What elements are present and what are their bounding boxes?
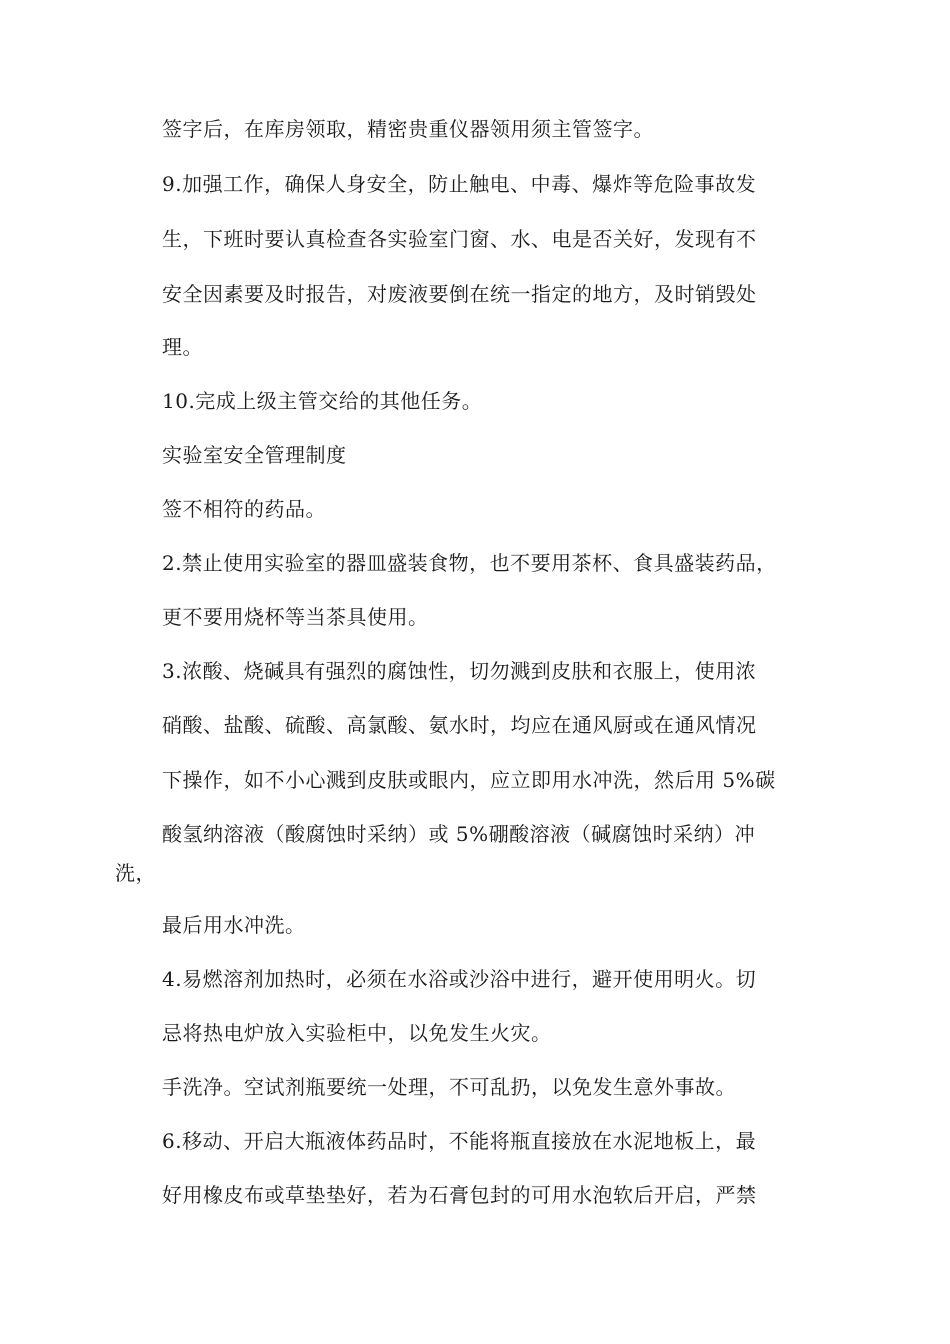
text-line-12: 硝酸、盐酸、硫酸、高氯酸、氨水时，均应在通风厨或在通风情况 bbox=[162, 713, 757, 737]
text-line-3: 生，下班时要认真检查各实验室门窗、水、电是否关好，发现有不 bbox=[162, 227, 757, 251]
text-line-16: 最后用水冲洗。 bbox=[162, 913, 306, 937]
text-line-4: 安全因素要及时报告，对废液要倒在统一指定的地方，及时销毁处 bbox=[162, 282, 757, 306]
text-line-9: 2.禁止使用实验室的器皿盛装食物，也不要用茶杯、食具盛装药品， bbox=[162, 551, 777, 575]
text-line-5: 理。 bbox=[162, 335, 203, 359]
text-line-8: 签不相符的药品。 bbox=[162, 497, 326, 521]
text-line-15: 洗， bbox=[115, 861, 156, 885]
text-line-6: 10.完成上级主管交给的其他任务。 bbox=[162, 389, 483, 413]
text-line-14: 酸氢纳溶液（酸腐蚀时采纳）或 5%硼酸溶液（碱腐蚀时采纳）冲 bbox=[162, 822, 756, 846]
text-line-20: 6.移动、开启大瓶液体药品时，不能将瓶直接放在水泥地板上，最 bbox=[162, 1129, 757, 1153]
text-line-19: 手洗净。空试剂瓶要统一处理，不可乱扔，以免发生意外事故。 bbox=[162, 1075, 736, 1099]
text-line-1: 签字后，在库房领取，精密贵重仪器领用须主管签字。 bbox=[162, 117, 654, 141]
text-line-2: 9.加强工作，确保人身安全，防止触电、中毒、爆炸等危险事故发 bbox=[162, 172, 757, 196]
section-heading: 实验室安全管理制度 bbox=[162, 443, 347, 467]
text-line-13: 下操作，如不小心溅到皮肤或眼内，应立即用水冲洗，然后用 5%碳 bbox=[162, 768, 776, 792]
text-line-11: 3.浓酸、烧碱具有强烈的腐蚀性，切勿溅到皮肤和衣服上，使用浓 bbox=[162, 659, 757, 683]
text-line-21: 好用橡皮布或草垫垫好，若为石膏包封的可用水泡软后开启，严禁 bbox=[162, 1183, 757, 1207]
text-line-10: 更不要用烧杯等当茶具使用。 bbox=[162, 605, 429, 629]
text-line-17: 4.易燃溶剂加热时，必须在水浴或沙浴中进行，避开使用明火。切 bbox=[162, 967, 757, 991]
text-line-18: 忌将热电炉放入实验柜中，以免发生火灾。 bbox=[162, 1021, 552, 1045]
